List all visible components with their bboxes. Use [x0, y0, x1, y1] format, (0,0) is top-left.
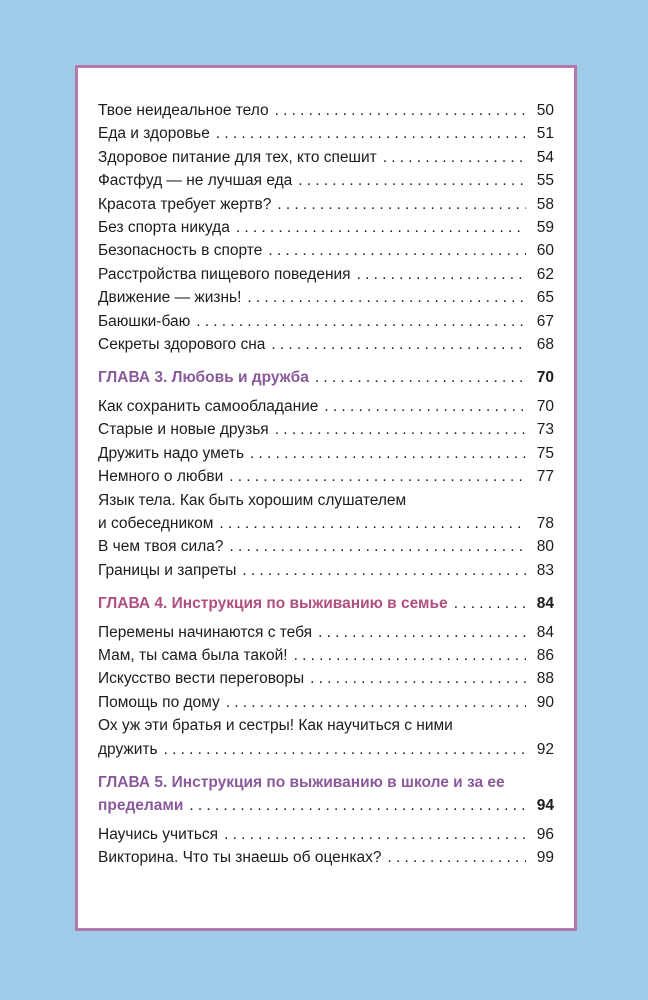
- toc-entry-title: Безопасность в спорте: [98, 242, 263, 260]
- toc-entry-first-line[interactable]: Язык тела. Как быть хорошим слушателем: [98, 491, 407, 509]
- toc-page-number: 90: [536, 693, 554, 711]
- toc-entry[interactable]: [98, 169, 554, 192]
- table-of-contents: [98, 99, 554, 870]
- toc-entry[interactable]: [98, 442, 554, 465]
- toc-entry-title: Красота требует жертв?: [98, 195, 272, 213]
- toc-entry-title: Викторина. Что ты знаешь об оценках?: [98, 849, 382, 867]
- toc-entry[interactable]: [98, 146, 554, 169]
- toc-page-number: 59: [536, 219, 554, 237]
- toc-entry[interactable]: [98, 667, 554, 690]
- toc-page-number: 84: [536, 595, 554, 613]
- toc-page-number: 92: [536, 740, 554, 758]
- toc-entry[interactable]: [98, 333, 554, 356]
- toc-entry[interactable]: [98, 263, 554, 286]
- toc-leader-dots: [189, 794, 526, 817]
- toc-page-number: 84: [536, 623, 554, 641]
- toc-leader-dots: [250, 442, 526, 465]
- toc-entry[interactable]: [98, 418, 554, 441]
- toc-entry[interactable]: [98, 738, 554, 761]
- toc-page-number: 73: [536, 421, 554, 439]
- toc-leader-dots: [310, 667, 526, 690]
- toc-entry-title: Искусство вести переговоры: [98, 670, 305, 688]
- toc-entry[interactable]: [98, 395, 554, 418]
- toc-entry-title: дружить: [98, 740, 158, 758]
- toc-page-number: 99: [536, 849, 554, 867]
- toc-leader-dots: [226, 691, 526, 714]
- toc-page-number: 75: [536, 444, 554, 462]
- toc-entry[interactable]: [98, 559, 554, 582]
- toc-entry-title: В чем твоя сила?: [98, 538, 224, 556]
- toc-entry-title: Научись учиться: [98, 825, 219, 843]
- toc-entry-title: Мам, ты сама была такой!: [98, 646, 288, 664]
- toc-leader-dots: [242, 559, 526, 582]
- toc-entry-title: Помощь по дому: [98, 693, 220, 711]
- toc-page-number: 68: [536, 336, 554, 354]
- toc-entry-title: Старые и новые друзья: [98, 421, 269, 439]
- toc-entry[interactable]: [98, 465, 554, 488]
- toc-page-number: 70: [536, 369, 554, 387]
- toc-entry[interactable]: [98, 216, 554, 239]
- toc-entry[interactable]: [98, 691, 554, 714]
- toc-page-number: 65: [536, 289, 554, 307]
- toc-entry[interactable]: [98, 193, 554, 216]
- toc-leader-dots: [219, 512, 526, 535]
- toc-entry[interactable]: [98, 644, 554, 667]
- toc-chapter-4[interactable]: [98, 592, 554, 615]
- toc-leader-dots: [298, 169, 526, 192]
- toc-leader-dots: [383, 146, 526, 169]
- toc-page-number: 70: [536, 397, 554, 415]
- toc-page-number: 88: [536, 670, 554, 688]
- toc-page-number: 58: [536, 195, 554, 213]
- toc-entry-title: Баюшки-баю: [98, 312, 191, 330]
- toc-leader-dots: [268, 239, 526, 262]
- toc-leader-dots: [318, 621, 526, 644]
- toc-entry-title: Твое неидеальное тело: [98, 102, 269, 119]
- toc-leader-dots: [277, 193, 526, 216]
- toc-entry[interactable]: [98, 512, 554, 535]
- toc-entry-title: Движение — жизнь!: [98, 289, 242, 307]
- toc-page-number: 78: [536, 514, 554, 532]
- toc-entry-title: Немного о любви: [98, 468, 224, 486]
- toc-page-number: 77: [536, 468, 554, 486]
- toc-chapter-5[interactable]: [98, 794, 554, 817]
- toc-page-number: 51: [536, 125, 554, 143]
- toc-page-number: 86: [536, 646, 554, 664]
- toc-entry-title: Еда и здоровье: [98, 125, 210, 143]
- toc-entry-title: Расстройства пищевого поведения: [98, 265, 351, 283]
- toc-leader-dots: [164, 738, 526, 761]
- toc-page-number: 67: [536, 312, 554, 330]
- toc-leader-dots: [315, 366, 526, 389]
- toc-entry[interactable]: [98, 621, 554, 644]
- toc-leader-dots: [294, 644, 526, 667]
- toc-chapter-3[interactable]: [98, 366, 554, 389]
- toc-entry-title: Фастфуд — не лучшая еда: [98, 172, 293, 190]
- toc-leader-dots: [275, 99, 526, 122]
- toc-page-number: 83: [536, 561, 554, 579]
- toc-page-number: 62: [536, 265, 554, 283]
- toc-leader-dots: [275, 418, 526, 441]
- toc-leader-dots: [224, 823, 526, 846]
- toc-page-number: 94: [536, 797, 554, 815]
- toc-entry-title: и собеседником: [98, 514, 214, 532]
- toc-page-number: 50: [536, 102, 554, 119]
- toc-leader-dots: [357, 263, 526, 286]
- toc-entry[interactable]: [98, 122, 554, 145]
- toc-leader-dots: [216, 122, 526, 145]
- toc-entry[interactable]: [98, 99, 554, 122]
- toc-leader-dots: [271, 333, 526, 356]
- toc-leader-dots: [247, 286, 526, 309]
- toc-page-number: 80: [536, 538, 554, 556]
- book-page: [75, 65, 577, 931]
- toc-chapter-title: пределами: [98, 797, 184, 815]
- toc-leader-dots: [324, 395, 526, 418]
- toc-entry[interactable]: [98, 310, 554, 333]
- toc-leader-dots: [196, 310, 526, 333]
- toc-entry-title: Дружить надо уметь: [98, 444, 245, 462]
- toc-leader-dots: [229, 465, 526, 488]
- toc-entry[interactable]: [98, 286, 554, 309]
- toc-entry-title: Как сохранить самообладание: [98, 397, 319, 415]
- toc-entry-title: Границы и запреты: [98, 561, 237, 579]
- toc-page-number: 60: [536, 242, 554, 260]
- toc-page-number: 55: [536, 172, 554, 190]
- toc-leader-dots: [454, 592, 526, 615]
- toc-entry[interactable]: [98, 823, 554, 846]
- toc-chapter-title: ГЛАВА 4. Инструкция по выживанию в семье: [98, 595, 448, 613]
- toc-entry[interactable]: [98, 239, 554, 262]
- toc-entry-title: Перемены начинаются с тебя: [98, 623, 313, 641]
- toc-page-number: 96: [536, 825, 554, 843]
- toc-entry-title: Здоровое питание для тех, кто спешит: [98, 148, 377, 166]
- toc-entry-first-line[interactable]: Ох уж эти братья и сестры! Как научиться с ними: [98, 717, 453, 735]
- toc-entry-title: Без спорта никуда: [98, 219, 230, 237]
- toc-entry[interactable]: [98, 535, 554, 558]
- toc-entry-title: Секреты здорового сна: [98, 336, 266, 354]
- toc-chapter-title: ГЛАВА 3. Любовь и дружба: [98, 369, 309, 387]
- toc-leader-dots: [236, 216, 526, 239]
- toc-leader-dots: [387, 846, 526, 869]
- toc-page-number: 54: [536, 148, 554, 166]
- toc-chapter-5-first-line[interactable]: ГЛАВА 5. Инструкция по выживанию в школе и за ее: [98, 773, 505, 791]
- toc-entry[interactable]: [98, 846, 554, 869]
- toc-leader-dots: [229, 535, 526, 558]
